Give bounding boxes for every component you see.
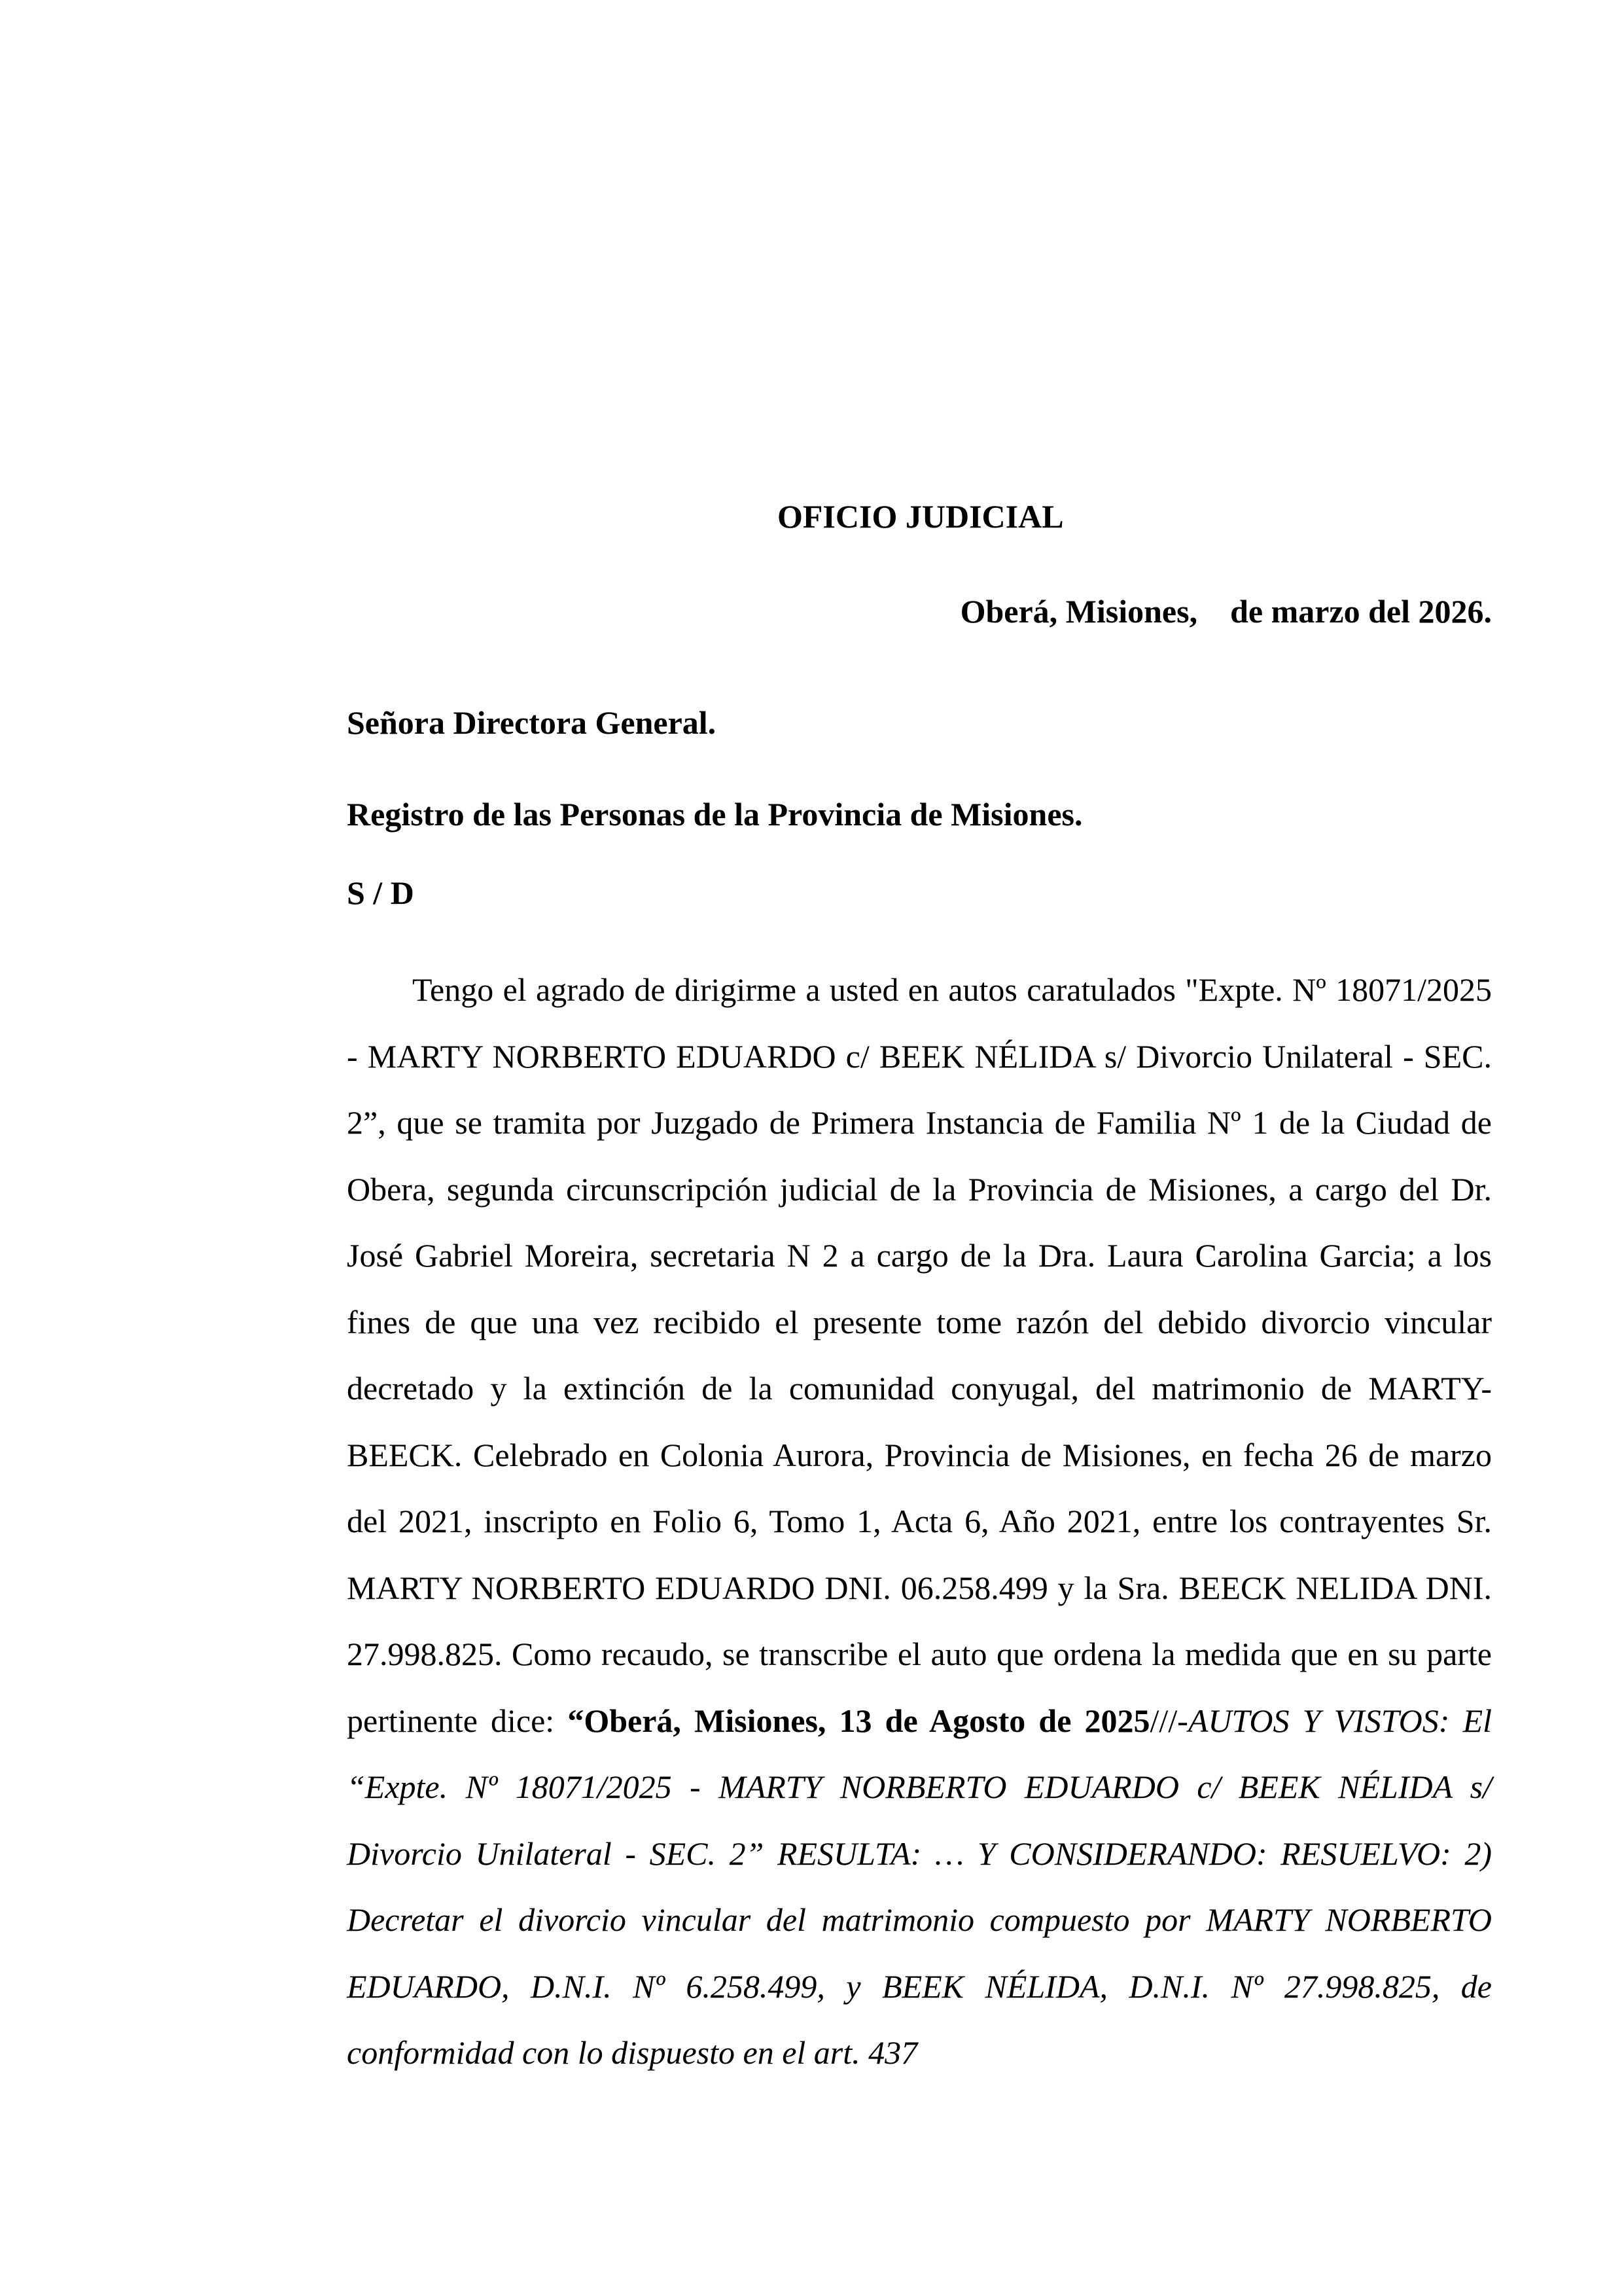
document-title: OFICIO JUDICIAL bbox=[777, 498, 1064, 535]
separator-text: ///- bbox=[1150, 1702, 1188, 1739]
quoted-order-date: “Oberá, Misiones, 13 de Agosto de 2025 bbox=[567, 1702, 1150, 1739]
date-line: Oberá, Misiones, de marzo del 2026. bbox=[960, 593, 1492, 630]
addressee-line-3: S / D bbox=[347, 874, 414, 911]
body-regular-text: Tengo el agrado de dirigirme a usted en autos caratulados "Expte. Nº 18071/2025 - MARTY NORBERTO EDUARDO c/ BEEK NÉLIDA s/ Divorcio Unilateral - SEC. 2”, que se tramita por Juzgado de Primera Instancia de Familia Nº 1 de la Ciudad de Obera, segunda circunscripción judicial de la Provincia de Misiones, a cargo del Dr. José Gabriel Moreira, secretaria N 2 a cargo de la Dra. Laura Carolina Garcia; a los fines de que una vez recibido el presente tome razón del debido divorcio vincular decretado y la extinción de la comunidad conyugal, del matrimonio de MARTY- BEECK. Celebrado en Colonia Aurora, Provincia de Misiones, en fecha 26 de marzo del 2021, inscripto en Folio 6, Tomo 1, Acta 6, Año 2021, entre los contrayentes Sr. MARTY NORBERTO EDUARDO DNI. 06.258.499 y la Sra. BEECK NELIDA DNI. 27.998.825. Como recaudo, se transcribe el auto que ordena la medida que en su parte pertinente dice: bbox=[347, 971, 1492, 1739]
addressee-line-2: Registro de las Personas de la Provincia de Misiones. bbox=[347, 796, 1083, 833]
body-paragraph bbox=[347, 957, 1492, 2087]
quoted-order-text: AUTOS Y VISTOS: El “Expte. Nº 18071/2025 - MARTY NORBERTO EDUARDO c/ BEEK NÉLIDA s/ Divorcio Unilateral - SEC. 2” RESULTA: … Y CONSIDERANDO: RESUELVO: 2) Decretar el divorcio vincular del matrimonio compuesto por MARTY NORBERTO EDUARDO, D.N.I. Nº 6.258.499, y BEEK NÉLIDA, D.N.I. Nº 27.998.825, de conformidad con lo dispuesto en el art. 437 bbox=[347, 1702, 1492, 2071]
addressee-line-1: Señora Directora General. bbox=[347, 704, 716, 741]
